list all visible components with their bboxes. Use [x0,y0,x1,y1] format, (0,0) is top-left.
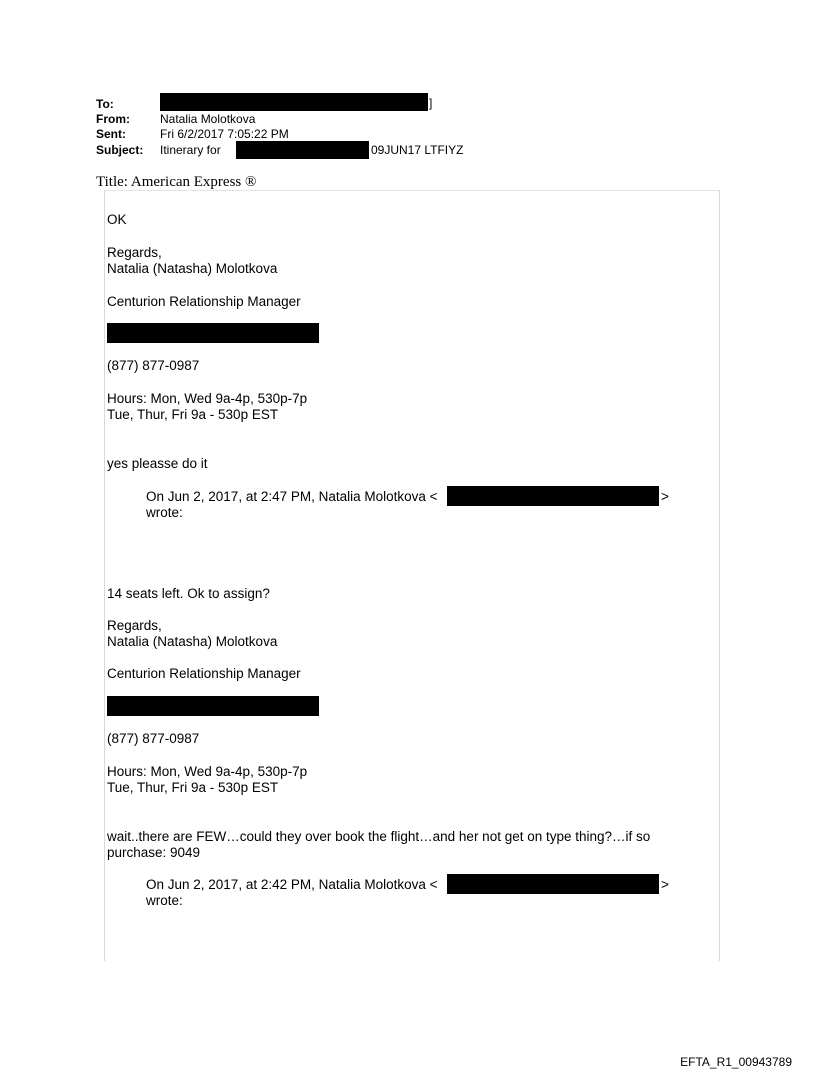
reply-wait-line-2: purchase: 9049 [107,845,201,860]
sent-value: Fri 6/2/2017 7:05:22 PM [160,127,289,141]
hours-2-line-1: Hours: Mon, Wed 9a-4p, 530p-7p [107,764,308,779]
quote-2-close: > [661,877,669,892]
redaction-email-2 [447,874,659,894]
reply-yes: yes pleasse do it [107,456,208,471]
from-value: Natalia Molotkova [160,112,256,126]
quote-2-line-2: wrote: [146,893,183,908]
phone-1: (877) 877-0987 [107,358,200,373]
to-label: To: [96,97,114,111]
hours-2-line-2: Tue, Thur, Fri 9a - 530p EST [107,780,279,795]
redaction-subject [236,141,369,159]
subject-label: Subject: [96,143,144,157]
redaction-email-1 [447,486,659,506]
sender-title-1: Centurion Relationship Manager [107,294,301,309]
quote-1-close: > [661,489,669,504]
sent-label: Sent: [96,127,126,141]
subject-suffix: 09JUN17 LTFIYZ [371,143,464,157]
redaction-to [160,93,428,111]
sender-name-2: Natalia (Natasha) Molotkova [107,634,278,649]
from-label: From: [96,112,130,126]
quote-1-line-1: On Jun 2, 2017, at 2:47 PM, Natalia Molotkova < [146,489,438,504]
sender-title-2: Centurion Relationship Manager [107,666,301,681]
quote-2-line-1: On Jun 2, 2017, at 2:42 PM, Natalia Molotkova < [146,877,438,892]
reply-wait-line-1: wait..there are FEW…could they over book the flight…and her not get on type thing?…if so [107,829,651,844]
regards-1: Regards, [107,245,162,260]
quote-1-line-2: wrote: [146,505,183,520]
reply-ok: OK [107,212,127,227]
to-bracket: ] [429,96,433,110]
regards-2: Regards, [107,618,162,633]
document-title: Title: American Express ® [96,174,257,190]
subject-prefix: Itinerary for [160,143,221,157]
document-id: EFTA_R1_00943789 [680,1055,792,1069]
hours-1-line-1: Hours: Mon, Wed 9a-4p, 530p-7p [107,391,308,406]
phone-2: (877) 877-0987 [107,731,200,746]
redaction-signature-1 [107,323,319,343]
seats-left-message: 14 seats left. Ok to assign? [107,586,270,601]
hours-1-line-2: Tue, Thur, Fri 9a - 530p EST [107,407,279,422]
redaction-signature-2 [107,696,319,716]
sender-name-1: Natalia (Natasha) Molotkova [107,261,278,276]
